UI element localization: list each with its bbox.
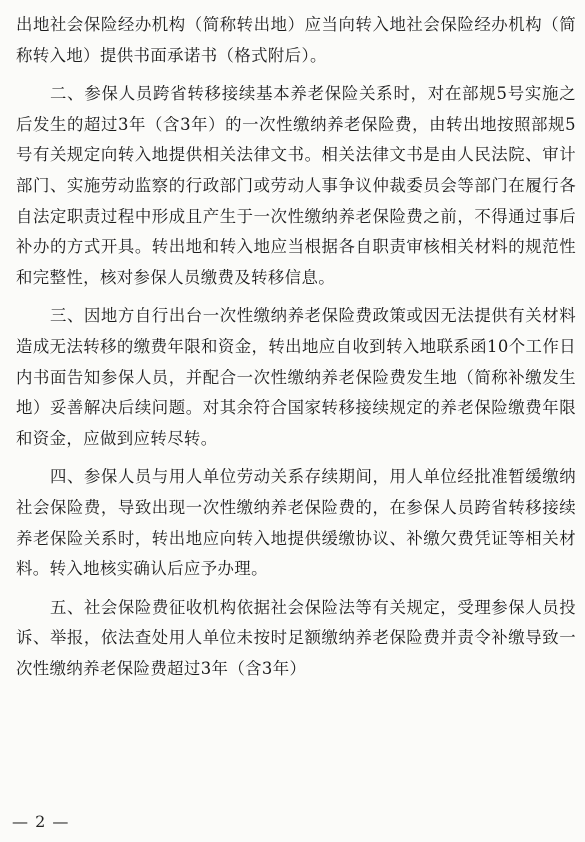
paragraph-item-5: 五、社会保险费征收机构依据社会保险法等有关规定，受理参保人员投诉、举报，依法查处用人单位未按时足额缴纳养老保险费并责令补缴导致一次性缴纳养老保险费超过3年（含3年）: [16, 597, 576, 678]
paragraph-item-3: 三、因地方自行出台一次性缴纳养老保险费政策或因无法提供有关材料造成无法转移的缴费年限和资金，转出地应自收到转入地联系函10个工作日内书面告知参保人员，并配合一次性缴纳养老保险费发生地（简称补缴发生地）妥善解决后续问题。对其余符合国家转移接续规定的养老保险缴费年限和资金，应做到应转尽转。: [16, 306, 576, 448]
page-number: — 2 —: [12, 812, 70, 831]
paragraph-item-2: 二、参保人员跨省转移接续基本养老保险关系时，对在部规5号实施之后发生的超过3年（含3年）的一次性缴纳养老保险费，由转出地按照部规5号有关规定向转入地提供相关法律文书。相关法律文书是由人民法院、审计部门、实施劳动监察的行政部门或劳动人事争议仲裁委员会等部门在履行各自法定职责过程中形成且产生于一次性缴纳养老保险费之前，不得通过事后补办的方式开具。转出地和转入地应当根据各自职责审核相关材料的规范性和完整性，核对参保人员缴费及转移信息。: [16, 84, 576, 287]
paragraph-continuation: 出地社会保险经办机构（简称转出地）应当向转入地社会保险经办机构（简称转入地）提供书面承诺书（格式附后）。: [16, 15, 576, 65]
document-body: [16, 10, 576, 688]
paragraph-item-4: 四、参保人员与用人单位劳动关系存续期间，用人单位经批准暂缓缴纳社会保险费，导致出现一次性缴纳养老保险费的，在参保人员跨省转移接续养老保险关系时，转出地应向转入地提供缓缴协议、补缴欠费凭证等相关材料。转入地核实确认后应予办理。: [16, 467, 576, 579]
